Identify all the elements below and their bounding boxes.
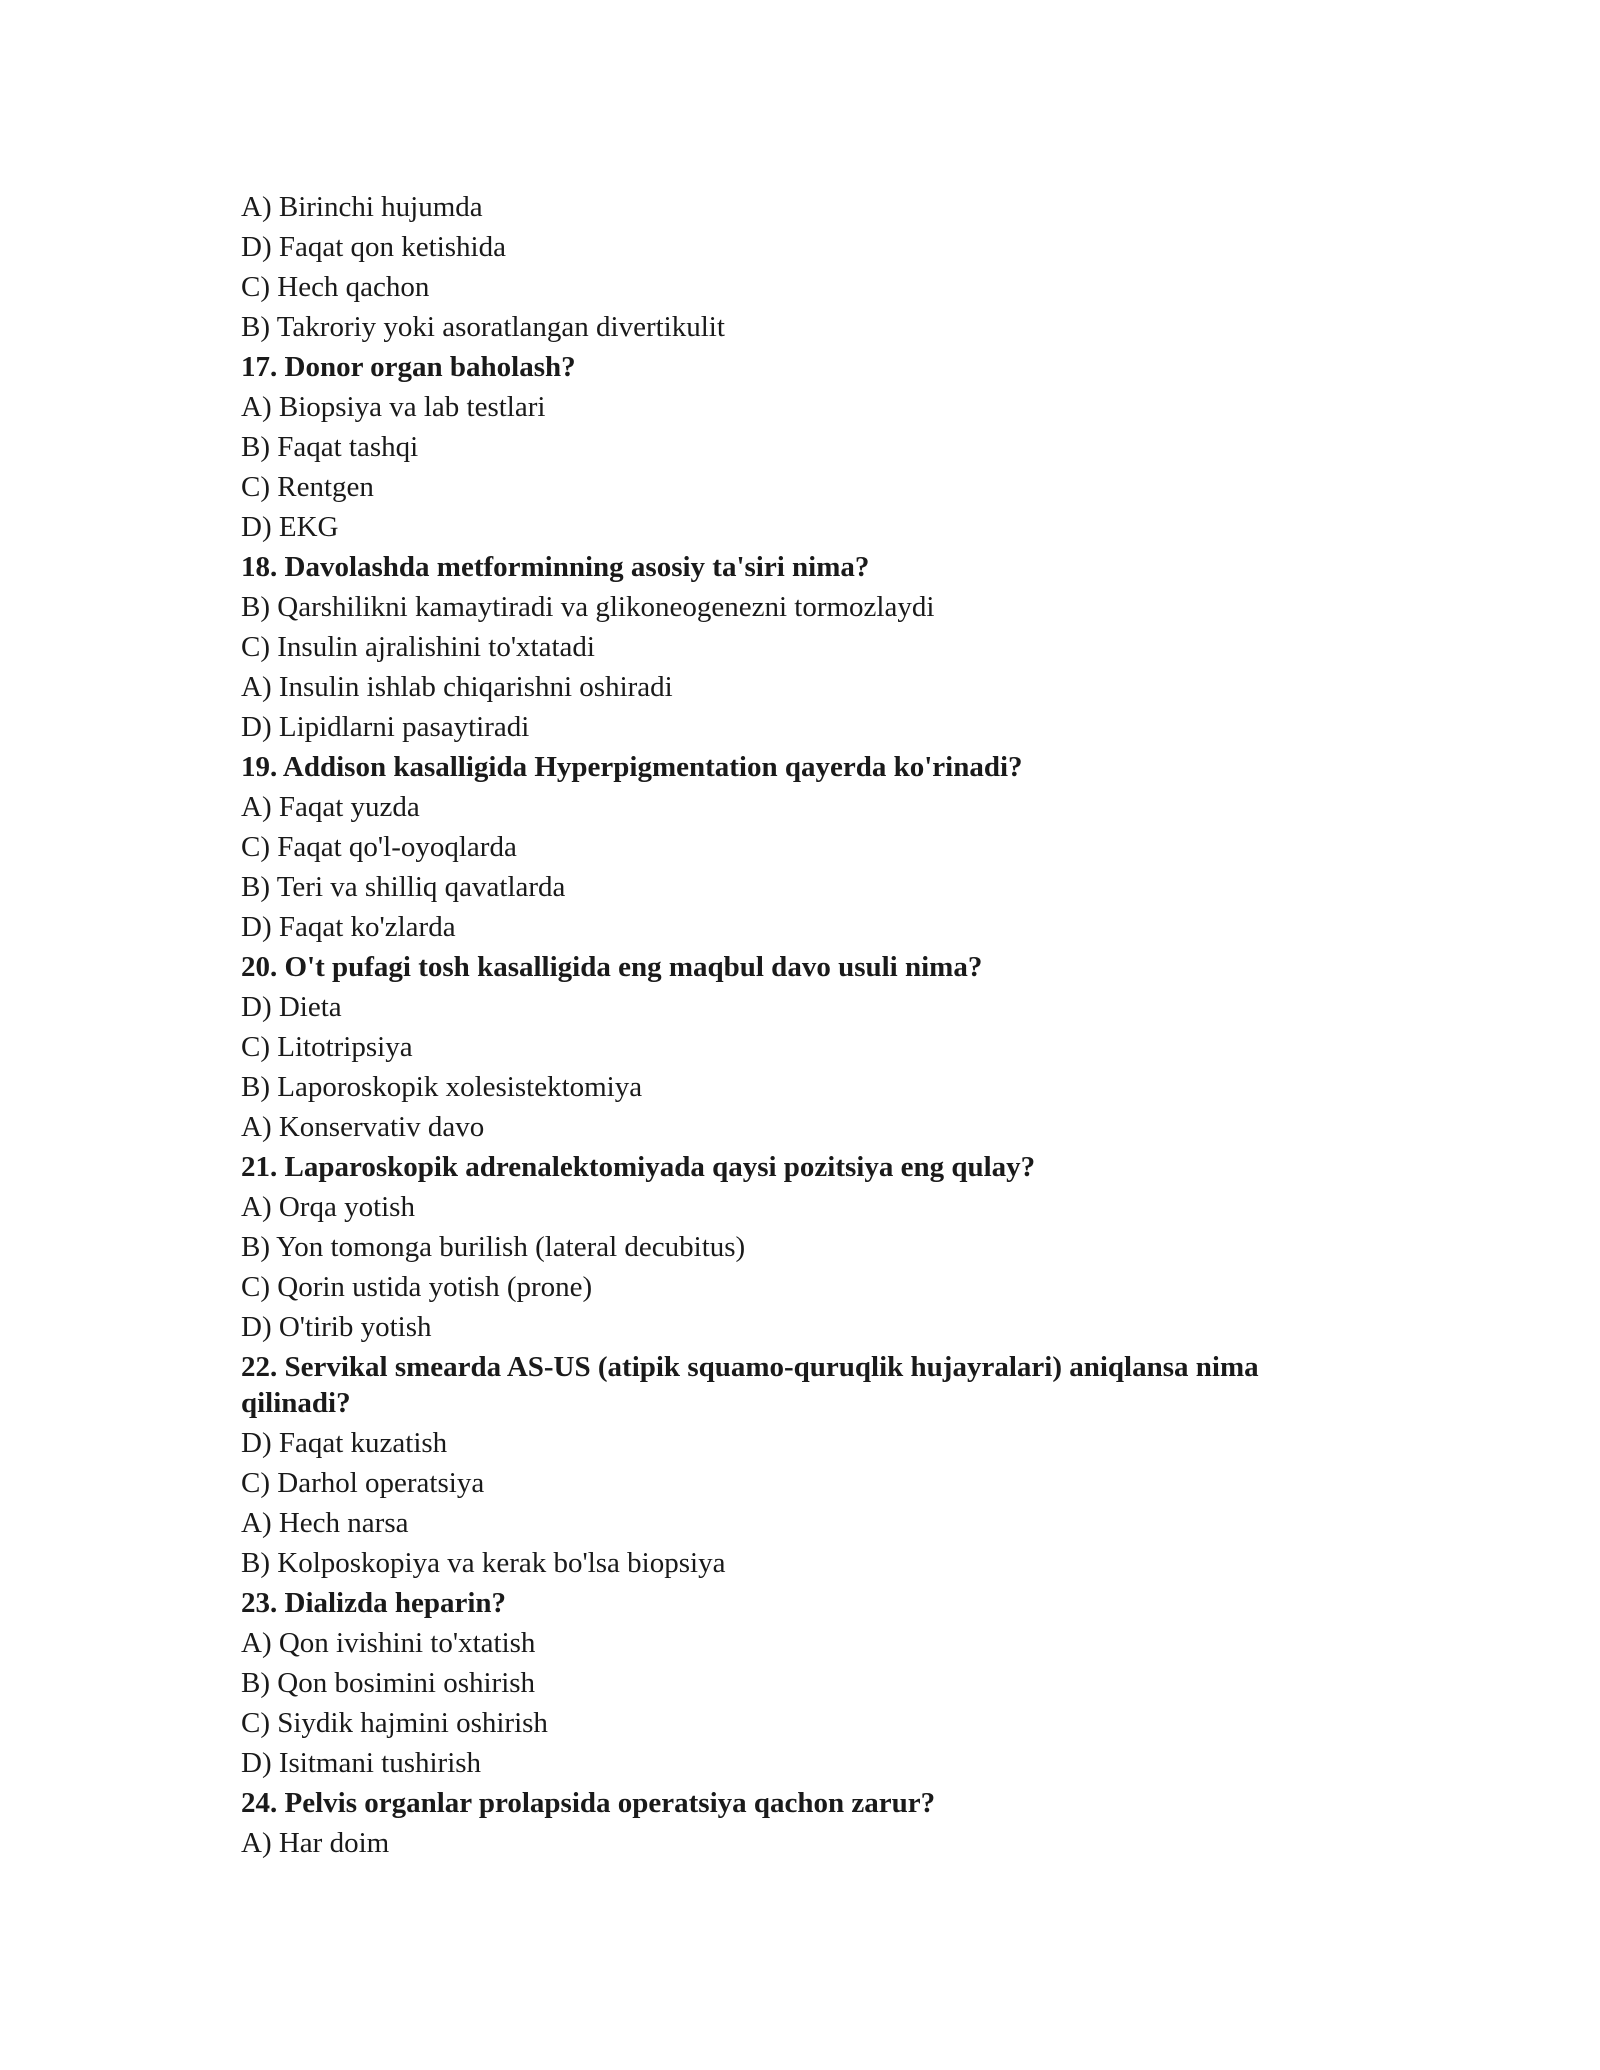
answer-option: A) Faqat yuzda	[241, 791, 420, 823]
question-title: 19. Addison kasalligida Hyperpigmentation qayerda ko'rinadi?	[241, 751, 1023, 783]
question-title: 18. Davolashda metforminning asosiy ta'siri nima?	[241, 551, 870, 583]
question-block	[241, 1147, 1361, 1347]
answer-option: B) Yon tomonga burilish (lateral decubitus)	[241, 1231, 746, 1263]
answer-option: B) Qon bosimini oshirish	[241, 1667, 536, 1699]
question-block	[241, 1347, 1361, 1583]
answer-option: D) Faqat ko'zlarda	[241, 911, 456, 943]
answer-option: B) Kolposkopiya va kerak bo'lsa biopsiya	[241, 1547, 726, 1579]
question-block	[241, 547, 1361, 747]
answer-option: C) Faqat qo'l-oyoqlarda	[241, 831, 517, 863]
question-block	[241, 747, 1361, 947]
question-block	[241, 347, 1361, 547]
answer-option: D) Faqat kuzatish	[241, 1427, 448, 1459]
answer-option: A) Birinchi hujumda	[241, 191, 483, 223]
answer-option: A) Biopsiya va lab testlari	[241, 391, 546, 423]
question-title: 20. O't pufagi tosh kasalligida eng maqbul davo usuli nima?	[241, 951, 983, 983]
answer-option: B) Teri va shilliq qavatlarda	[241, 871, 566, 903]
answer-option: B) Takroriy yoki asoratlangan divertikulit	[241, 311, 725, 343]
question-title: 17. Donor organ baholash?	[241, 351, 576, 383]
answer-option: D) Faqat qon ketishida	[241, 231, 506, 263]
question-block	[241, 187, 1361, 347]
answer-option: B) Faqat tashqi	[241, 431, 419, 463]
question-title: 23. Dializda heparin?	[241, 1587, 507, 1619]
answer-option: C) Insulin ajralishini to'xtatadi	[241, 631, 595, 663]
question-title: 24. Pelvis organlar prolapsida operatsiya qachon zarur?	[241, 1787, 936, 1819]
answer-option: D) EKG	[241, 511, 339, 543]
question-list	[241, 187, 1361, 1863]
answer-option: C) Siydik hajmini oshirish	[241, 1707, 548, 1739]
answer-option: A) Insulin ishlab chiqarishni oshiradi	[241, 671, 673, 703]
question-block	[241, 1583, 1361, 1783]
question-title: 21. Laparoskopik adrenalektomiyada qaysi pozitsiya eng qulay?	[241, 1151, 1036, 1183]
answer-option: A) Qon ivishini to'xtatish	[241, 1627, 536, 1659]
answer-option: A) Konservativ davo	[241, 1111, 485, 1143]
answer-option: D) Isitmani tushirish	[241, 1747, 482, 1779]
answer-option: C) Litotripsiya	[241, 1031, 413, 1063]
answer-option: D) Dieta	[241, 991, 342, 1023]
answer-option: B) Qarshilikni kamaytiradi va glikoneogenezni tormozlaydi	[241, 591, 935, 623]
answer-option: A) Orqa yotish	[241, 1191, 415, 1223]
answer-option: C) Qorin ustida yotish (prone)	[241, 1271, 593, 1303]
question-block	[241, 1783, 1361, 1863]
question-title: 22. Servikal smearda AS-US (atipik squamo-quruqlik hujayralari) aniqlansa nima qilinadi?	[241, 1351, 1259, 1419]
answer-option: A) Har doim	[241, 1827, 390, 1859]
answer-option: D) O'tirib yotish	[241, 1311, 432, 1343]
answer-option: C) Darhol operatsiya	[241, 1467, 485, 1499]
answer-option: B) Laporoskopik xolesistektomiya	[241, 1071, 643, 1103]
question-block	[241, 947, 1361, 1147]
answer-option: C) Rentgen	[241, 471, 374, 503]
answer-option: A) Hech narsa	[241, 1507, 409, 1539]
answer-option: C) Hech qachon	[241, 271, 430, 303]
answer-option: D) Lipidlarni pasaytiradi	[241, 711, 530, 743]
